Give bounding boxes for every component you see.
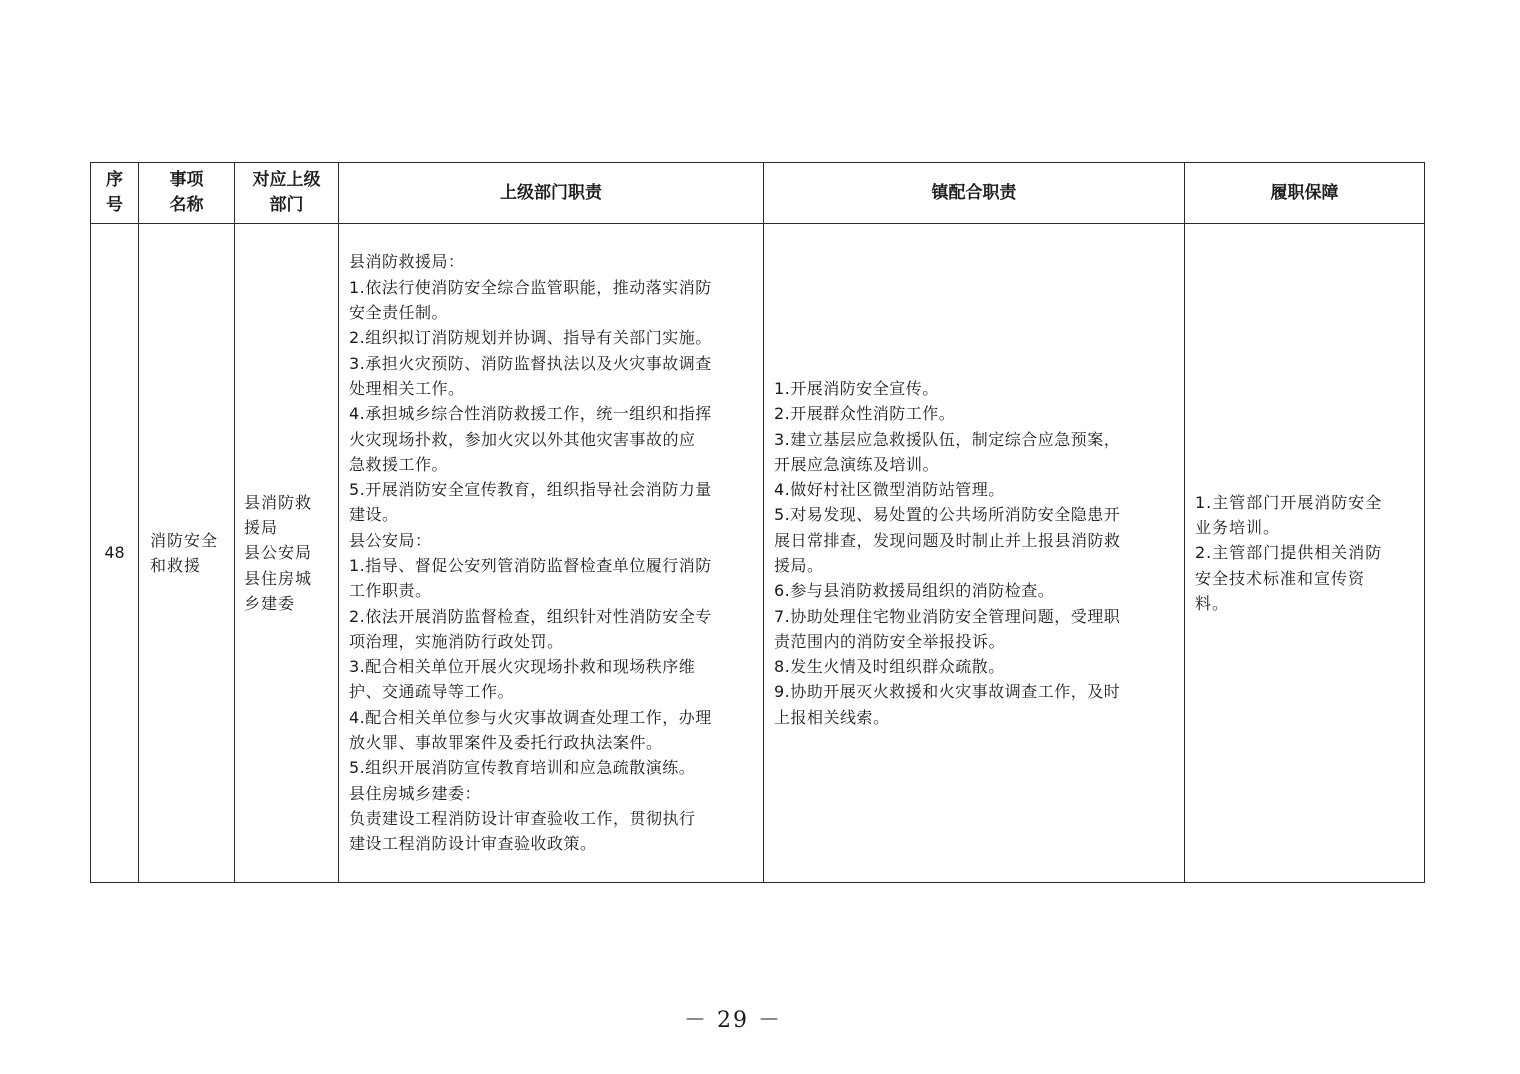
text-line: 8.发生火情及时组织群众疏散。 bbox=[774, 657, 1005, 677]
header-upper-dept: 对应上级 部门 bbox=[235, 163, 339, 224]
text-line: 1.开展消防安全宣传。 bbox=[774, 378, 939, 398]
header-name: 事项 名称 bbox=[139, 163, 235, 224]
text-line: 4.配合相关单位参与火灾事故调查处理工作，办理 bbox=[349, 707, 712, 727]
cell-item-name bbox=[139, 224, 235, 883]
header-no: 序 号 bbox=[91, 163, 139, 224]
text-line: 1.主管部门开展消防安全 bbox=[1195, 492, 1383, 512]
page-number: － 29 － bbox=[684, 1008, 782, 1033]
text-line: 工作职责。 bbox=[349, 581, 432, 601]
text-line: 建设工程消防设计审查验收政策。 bbox=[349, 834, 597, 854]
text-line: 县公安局： bbox=[349, 530, 432, 550]
text-line: 6.参与县消防救援局组织的消防检查。 bbox=[774, 581, 1055, 601]
cell-no: 48 bbox=[91, 224, 139, 883]
text-line: 安全技术标准和宣传资 bbox=[1195, 568, 1366, 588]
text-line: 援局 bbox=[244, 518, 279, 538]
text-line: 护、交通疏导等工作。 bbox=[349, 682, 515, 702]
text-line: 县消防救 bbox=[244, 492, 313, 512]
text-line: 1.依法行使消防安全综合监管职能，推动落实消防 bbox=[349, 277, 712, 297]
text-line: 处理相关工作。 bbox=[349, 378, 465, 398]
text-line: 3.配合相关单位开展火灾现场扑救和现场秩序维 bbox=[349, 657, 696, 677]
text-line: 2.开展群众性消防工作。 bbox=[774, 404, 956, 424]
text-line: 项治理，实施消防行政处罚。 bbox=[349, 631, 564, 651]
cell-upper-duty bbox=[339, 224, 764, 883]
duty-table bbox=[90, 162, 1425, 883]
text-line: 3.承担火灾预防、消防监督执法以及火灾事故调查 bbox=[349, 353, 712, 373]
text-line: 7.协助处理住宅物业消防安全管理问题，受理职 bbox=[774, 606, 1121, 626]
text-line: 援局。 bbox=[774, 556, 824, 575]
table-header-row bbox=[91, 163, 1425, 224]
text-line: 5.组织开展消防宣传教育培训和应急疏散演练。 bbox=[349, 758, 696, 778]
text-line: 4.做好村社区微型消防站管理。 bbox=[774, 480, 1005, 500]
text-line: 1.指导、督促公安列管消防监督检查单位履行消防 bbox=[349, 556, 712, 575]
table-row bbox=[91, 224, 1425, 883]
text-line: 消防安全 bbox=[150, 530, 219, 550]
text-line: 放火罪、事故罪案件及委托行政执法案件。 bbox=[349, 733, 663, 753]
text-line: 县消防救援局： bbox=[349, 252, 465, 272]
header-guarantee: 履职保障 bbox=[1185, 163, 1425, 224]
text-line: 2.依法开展消防监督检查，组织针对性消防安全专 bbox=[349, 606, 712, 626]
text-line: 料。 bbox=[1195, 593, 1230, 613]
text-line: 5.开展消防安全宣传教育，组织指导社会消防力量 bbox=[349, 480, 712, 500]
text-line: 安全责任制。 bbox=[349, 303, 449, 323]
text-line: 县住房城乡建委： bbox=[349, 783, 482, 803]
text-line: 建设。 bbox=[349, 505, 399, 525]
text-line: 展日常排查，发现问题及时制止并上报县消防救 bbox=[774, 530, 1121, 550]
text-line: 乡建委 bbox=[244, 593, 296, 613]
text-line: 2.主管部门提供相关消防 bbox=[1195, 543, 1383, 563]
text-line: 开展应急演练及培训。 bbox=[774, 454, 940, 474]
header-town-duty: 镇配合职责 bbox=[764, 163, 1185, 224]
cell-guarantee bbox=[1185, 224, 1425, 883]
text-line: 负责建设工程消防设计审查验收工作，贯彻执行 bbox=[349, 808, 696, 828]
text-line: 和救援 bbox=[150, 556, 202, 575]
text-line: 4.承担城乡综合性消防救援工作，统一组织和指挥 bbox=[349, 404, 712, 424]
text-line: 县住房城 bbox=[244, 568, 313, 588]
cell-town-duty bbox=[764, 224, 1185, 883]
text-line: 县公安局 bbox=[244, 543, 313, 563]
text-line: 3.建立基层应急救援队伍，制定综合应急预案， bbox=[774, 429, 1121, 449]
text-line: 业务培训。 bbox=[1195, 518, 1281, 538]
header-upper-duty: 上级部门职责 bbox=[339, 163, 764, 224]
text-line: 责范围内的消防安全举报投诉。 bbox=[774, 631, 1006, 651]
text-line: 9.协助开展灭火救援和火灾事故调查工作，及时 bbox=[774, 682, 1121, 702]
text-line: 2.组织拟订消防规划并协调、指导有关部门实施。 bbox=[349, 328, 712, 348]
text-line: 急救援工作。 bbox=[349, 454, 449, 474]
cell-upper-dept bbox=[235, 224, 339, 883]
text-line: 上报相关线索。 bbox=[774, 707, 890, 727]
text-line: 火灾现场扑救，参加火灾以外其他灾害事故的应 bbox=[349, 429, 696, 449]
text-line: 5.对易发现、易处置的公共场所消防安全隐患开 bbox=[774, 505, 1121, 525]
